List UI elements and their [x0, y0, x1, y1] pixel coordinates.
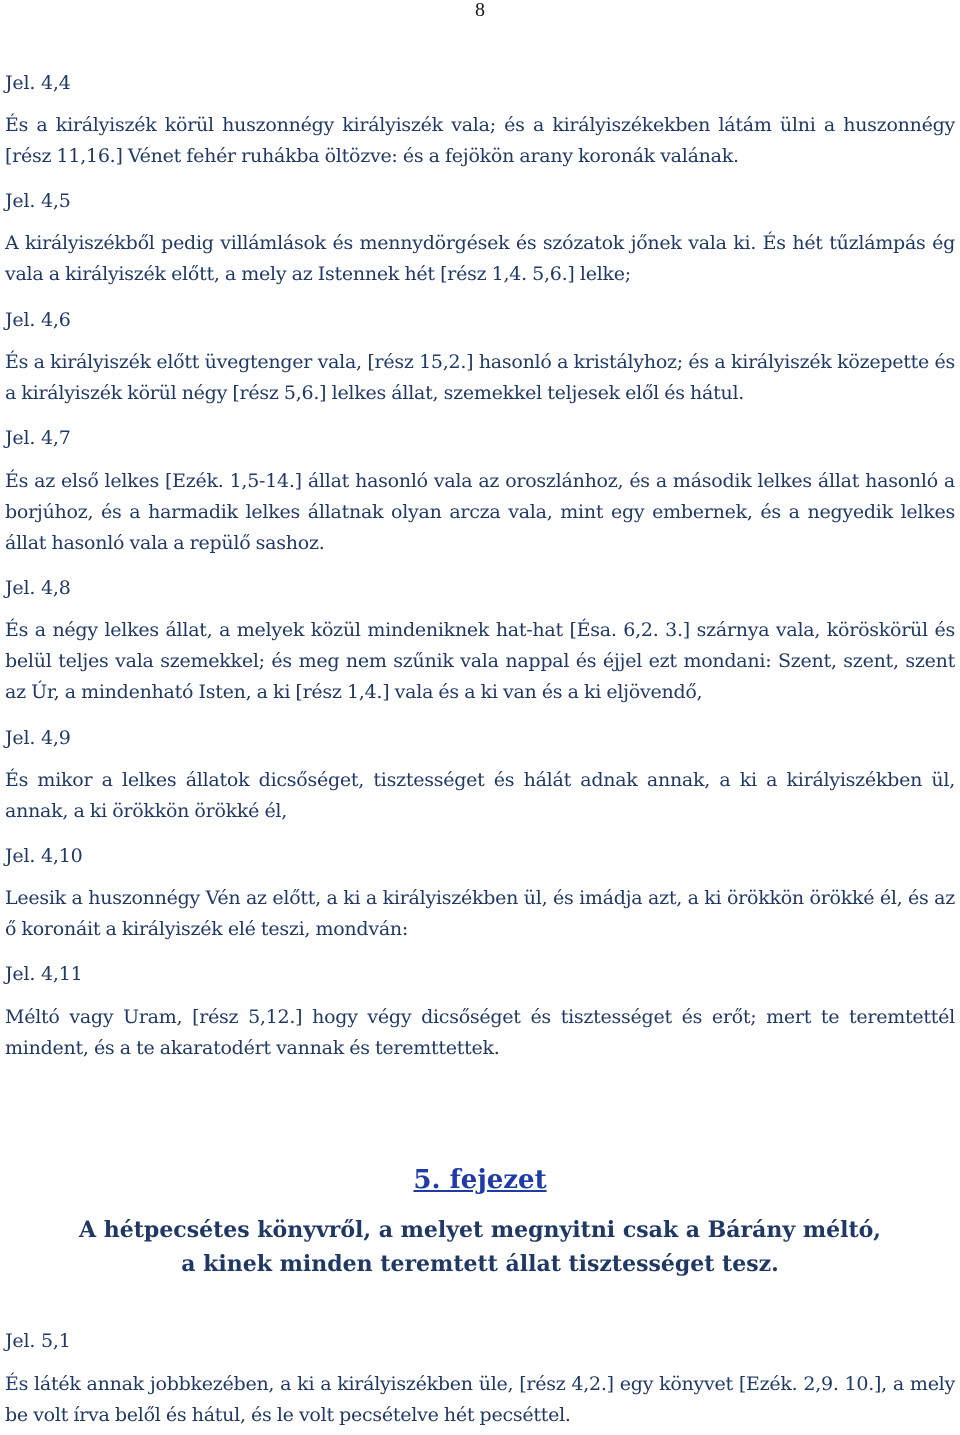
verse-text: És mikor a lelkes állatok dicsőséget, tisztességet és hálát adnak annak, a ki a királyiszékben ül, annak, a ki örökkön örökké él, — [5, 769, 955, 822]
verse-reference: Jel. 4,4 — [5, 72, 71, 94]
verse-text: És az első lelkes [Ezék. 1,5-14.] állat hasonló vala az oroszlánhoz, és a második lelkes állat hasonló a borjúhoz, és a harmadik lelkes állatnak olyan arcza vala, mint egy embernek, és a negyedik lelkes állat hasonló vala a repülő sashoz. — [5, 470, 955, 554]
verse-text: A királyiszékből pedig villámlások és mennydörgések és szózatok jőnek vala ki. És hét tűzlámpás ég vala a királyiszék előtt, a mely az Istennek hét [rész 1,4. 5,6.] lelke; — [5, 232, 955, 285]
verse-reference: Jel. 4,9 — [5, 727, 71, 749]
verse-reference: Jel. 4,8 — [5, 577, 71, 599]
chapter-title: 5. fejezet — [413, 1165, 547, 1195]
verse-reference: Jel. 5,1 — [5, 1330, 71, 1352]
verse-reference: Jel. 4,7 — [5, 427, 71, 449]
verse-text: És láték annak jobbkezében, a ki a királyiszékben üle, [rész 4,2.] egy könyvet [Ezék. 2,9. 10.], a mely be volt írva belől és hátul, és le volt pecsételve hét pecséttel. — [5, 1373, 955, 1426]
verse-text: És a négy lelkes állat, a melyek közül mindeniknek hat-hat [Ésa. 6,2. 3.] szárnya vala, köröskörül és belül teljes vala szemekkel; és meg nem szűnik vala nappal és éjjel ezt mondani: Szent, szent, szent az Úr, a mindenható Isten, a ki [rész 1,4.] vala és a ki van és a ki eljövendő, — [5, 619, 955, 703]
verse-text: Méltó vagy Uram, [rész 5,12.] hogy végy dicsőséget és tisztességet és erőt; mert te teremtettél mindent, és a te akaratodért vannak és teremttettek. — [5, 1006, 955, 1059]
verse-reference: Jel. 4,11 — [5, 963, 83, 985]
verse-reference: Jel. 4,5 — [5, 190, 71, 212]
verse-text: És a királyiszék körül huszonnégy királyiszék vala; és a királyiszékekben látám ülni a huszonnégy [rész 11,16.] Vénet fehér ruhákba öltözve: és a fejökön arany koronák valának. — [5, 114, 955, 167]
verse-reference: Jel. 4,6 — [5, 309, 71, 331]
verse-text: Leesik a huszonnégy Vén az előtt, a ki a királyiszékben ül, és imádja azt, a ki örökkön örökké él, és az ő koronáit a királyiszék elé teszi, mondván: — [5, 887, 955, 940]
chapter-subtitle-line: a kinek minden teremtett állat tisztességet tesz. — [181, 1251, 779, 1277]
verse-reference: Jel. 4,10 — [5, 845, 83, 867]
chapter-subtitle — [0, 1213, 960, 1281]
page-number: 8 — [475, 0, 485, 21]
verse-text: És a királyiszék előtt üvegtenger vala, [rész 15,2.] hasonló a kristályhoz; és a királyiszék közepette és a királyiszék körül négy [rész 5,6.] lelkes állat, szemekkel teljesek elől és hátul. — [5, 351, 955, 404]
chapter-subtitle-line: A hétpecsétes könyvről, a melyet megnyitni csak a Bárány méltó, — [79, 1217, 881, 1243]
